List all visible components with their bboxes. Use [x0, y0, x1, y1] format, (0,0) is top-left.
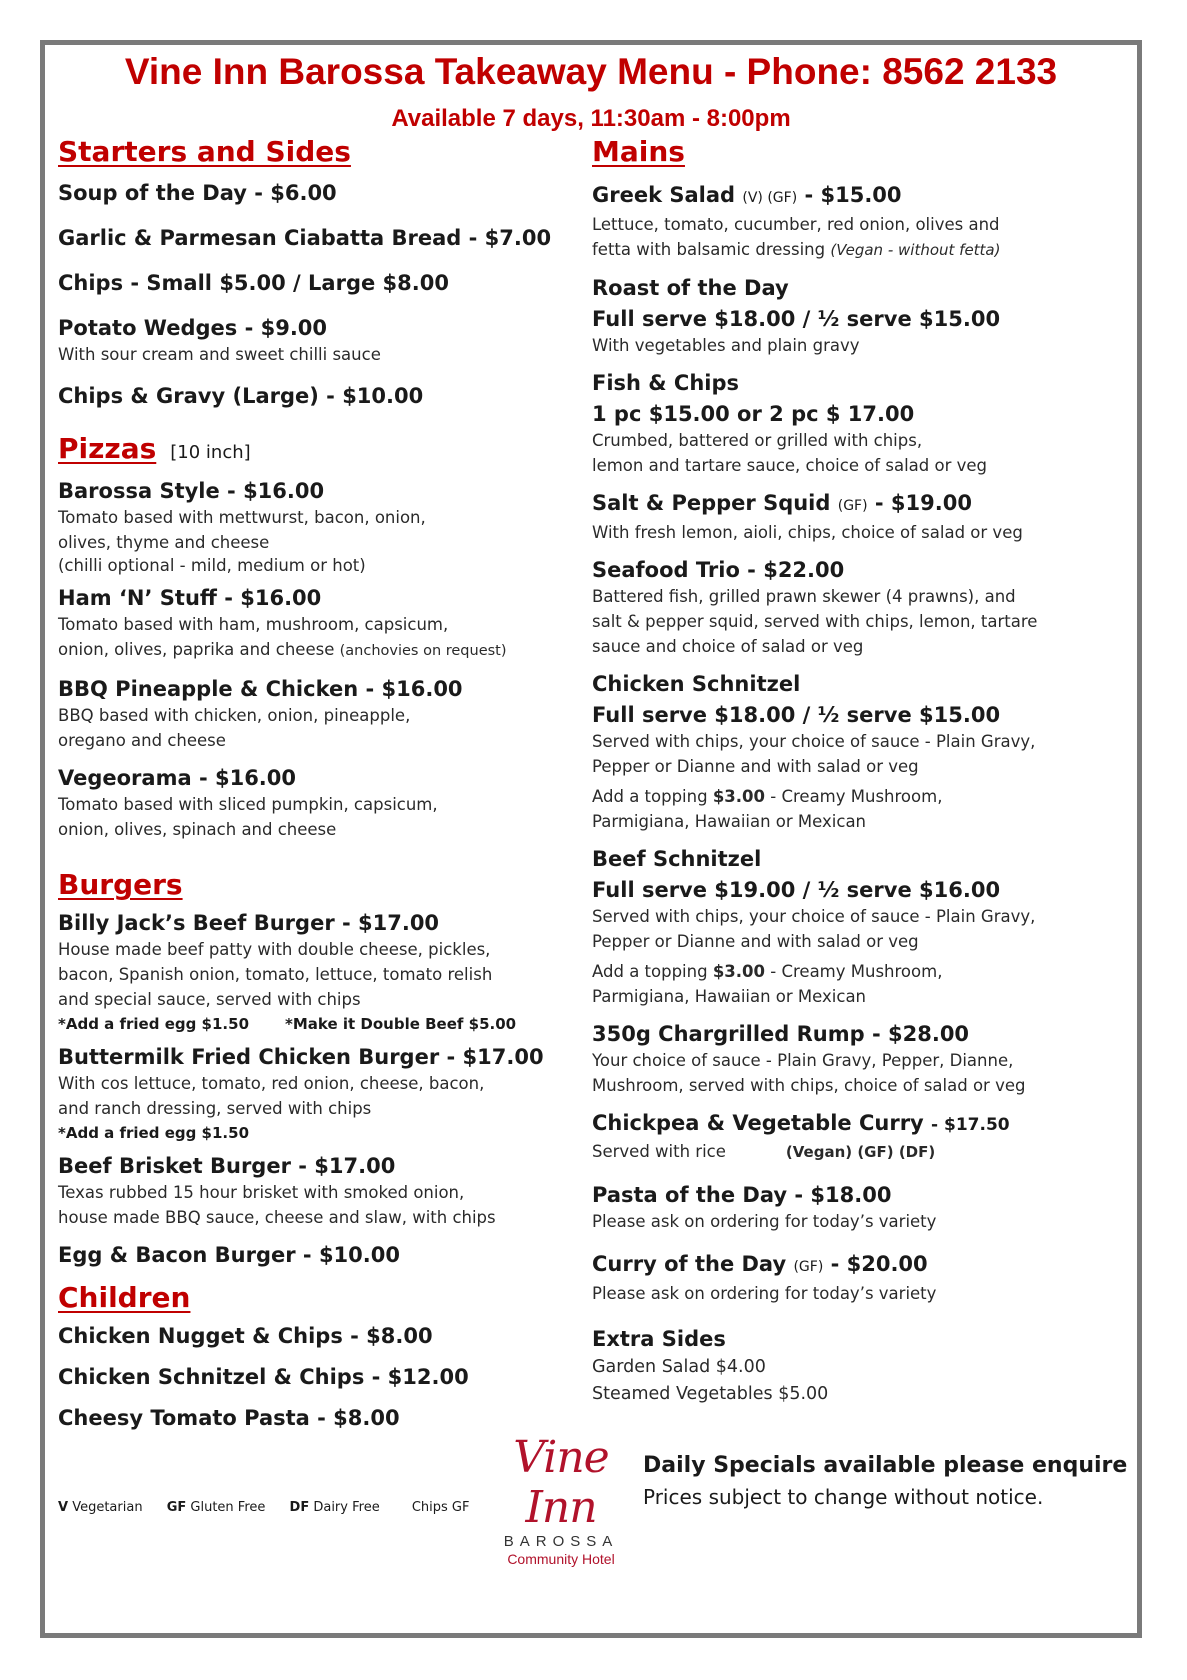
menu-item-desc: Crumbed, battered or grilled with chips, — [592, 431, 923, 450]
menu-item: Soup of the Day - $6.00 — [58, 181, 337, 205]
menu-item-desc: Mushroom, served with chips, choice of salad or veg — [592, 1076, 1026, 1095]
menu-item: Chips - Small $5.00 / Large $8.00 — [58, 271, 449, 295]
topping-options: - Creamy Mushroom, — [770, 787, 943, 806]
menu-item-price: 1 pc $15.00 or 2 pc $ 17.00 — [592, 402, 915, 426]
menu-item: Cheesy Tomato Pasta - $8.00 — [58, 1406, 400, 1430]
item-name: Chickpea & Vegetable Curry — [592, 1111, 924, 1135]
diet-tags: (Vegan) (GF) (DF) — [785, 1143, 936, 1161]
desc-note: (anchovies on request) — [339, 643, 507, 659]
menu-item: Seafood Trio - $22.00 — [592, 558, 845, 582]
menu-item-desc: Parmigiana, Hawaiian or Mexican — [592, 812, 867, 831]
menu-item-desc: Pepper or Dianne and with salad or veg — [592, 757, 919, 776]
menu-item-desc: Tomato based with ham, mushroom, capsicum, — [58, 615, 449, 634]
desc-text: fetta with balsamic dressing — [592, 240, 826, 259]
diet-tag: (GF) — [837, 498, 868, 514]
menu-item-desc: salt & pepper squid, served with chips, lemon, tartare — [592, 612, 1038, 631]
menu-item-desc: Tomato based with sliced pumpkin, capsicum, — [58, 795, 438, 814]
item-price: - $15.00 — [804, 183, 902, 207]
item-price: - $17.50 — [931, 1115, 1010, 1135]
menu-item: Pasta of the Day - $18.00 — [592, 1183, 892, 1207]
diet-tag: (GF) — [793, 1259, 824, 1275]
page-title: Vine Inn Barossa Takeaway Menu - Phone: 8562 2133 — [124, 51, 1058, 92]
menu-item: Barossa Style - $16.00 — [58, 479, 325, 503]
dietary-legend — [58, 1500, 479, 1515]
menu-item-desc: BBQ based with chicken, onion, pineapple, — [58, 706, 411, 725]
menu-item: Billy Jack’s Beef Burger - $17.00 — [58, 911, 440, 935]
menu-item — [592, 1110, 1092, 1139]
menu-item: Ham ‘N’ Stuff - $16.00 — [58, 586, 322, 610]
item-name: Curry of the Day — [592, 1252, 787, 1276]
topping-price: $3.00 — [712, 962, 766, 981]
menu-item-desc: Garden Salad $4.00 — [592, 1357, 766, 1377]
menu-item-desc: Tomato based with mettwurst, bacon, onion, — [58, 508, 426, 527]
legend-code: DF — [289, 1500, 310, 1515]
right-column — [592, 133, 1092, 1407]
menu-item: Garlic & Parmesan Ciabatta Bread - $7.00 — [58, 226, 552, 250]
pizza-size-note: [10 inch] — [170, 442, 251, 463]
vine-inn-logo — [481, 1433, 641, 1567]
menu-item-desc: With sour cream and sweet chilli sauce — [58, 345, 381, 364]
legend-code: V — [58, 1500, 69, 1515]
section-heading-children: Children — [58, 1281, 191, 1314]
legend-text: Vegetarian — [72, 1500, 143, 1515]
menu-item: Beef Schnitzel — [592, 847, 762, 871]
menu-item-desc: sauce and choice of salad or veg — [592, 637, 864, 656]
menu-item-desc: Battered fish, grilled prawn skewer (4 prawns), and — [592, 587, 1016, 606]
menu-item-desc: bacon, Spanish onion, tomato, lettuce, tomato relish — [58, 965, 493, 984]
menu-item-extras — [58, 1121, 578, 1145]
menu-item-desc: With vegetables and plain gravy — [592, 336, 860, 355]
menu-item-desc — [592, 237, 1092, 263]
extra-option: *Add a fried egg $1.50 — [58, 1015, 250, 1033]
menu-item: 350g Chargrilled Rump - $28.00 — [592, 1022, 970, 1046]
menu-item-desc: oregano and cheese — [58, 731, 226, 750]
menu-item-desc: house made BBQ sauce, cheese and slaw, with chips — [58, 1208, 496, 1227]
menu-frame — [40, 40, 1142, 1638]
menu-item: Egg & Bacon Burger - $10.00 — [58, 1243, 400, 1267]
logo-tagline: Community Hotel — [507, 1551, 615, 1567]
menu-item: Roast of the Day — [592, 276, 789, 300]
topping-label: Add a topping — [592, 962, 708, 981]
menu-item-desc: Served with chips, your choice of sauce - Plain Gravy, — [592, 907, 1036, 926]
legend-text: Dairy Free — [313, 1500, 380, 1515]
menu-item-desc: Texas rubbed 15 hour brisket with smoked onion, — [58, 1183, 465, 1202]
footer-notes — [643, 1450, 1128, 1512]
section-heading-pizzas — [58, 430, 578, 472]
desc-note: (Vegan - without fetta) — [830, 241, 1001, 259]
menu-item-desc: Parmigiana, Hawaiian or Mexican — [592, 987, 867, 1006]
menu-item-desc: (chilli optional - mild, medium or hot) — [58, 556, 366, 575]
menu-item-desc: Pepper or Dianne and with salad or veg — [592, 932, 919, 951]
legend-text: Gluten Free — [190, 1500, 266, 1515]
menu-item: Chicken Schnitzel — [592, 672, 801, 696]
menu-item-desc: Lettuce, tomato, cucumber, red onion, olives and — [592, 215, 1000, 234]
pizzas-heading-text: Pizzas — [58, 432, 157, 465]
menu-item — [592, 490, 1092, 520]
menu-item-price: Full serve $19.00 / ½ serve $16.00 — [592, 878, 1001, 902]
desc-text: onion, olives, paprika and cheese — [58, 640, 335, 659]
legend-code: GF — [166, 1500, 187, 1515]
section-heading-mains: Mains — [592, 135, 685, 168]
menu-item: Chicken Nugget & Chips - $8.00 — [58, 1324, 433, 1348]
price-notice: Prices subject to change without notice. — [643, 1485, 1044, 1509]
menu-item: Fish & Chips — [592, 371, 740, 395]
menu-item — [592, 182, 1092, 212]
menu-item-desc: and ranch dressing, served with chips — [58, 1099, 372, 1118]
menu-item-desc: With fresh lemon, aioli, chips, choice of salad or veg — [592, 523, 1023, 542]
menu-item-desc — [58, 637, 578, 664]
item-name: Greek Salad — [592, 183, 736, 207]
menu-item-desc: With cos lettuce, tomato, red onion, cheese, bacon, — [58, 1074, 485, 1093]
section-heading-burgers: Burgers — [58, 868, 183, 901]
menu-item-desc: Please ask on ordering for today’s variety — [592, 1284, 937, 1303]
section-heading-starters: Starters and Sides — [58, 135, 351, 168]
item-price: - $20.00 — [830, 1252, 928, 1276]
menu-item: Vegeorama - $16.00 — [58, 766, 297, 790]
menu-item: Potato Wedges - $9.00 — [58, 316, 328, 340]
extra-option: *Add a fried egg $1.50 — [58, 1124, 250, 1142]
page-subtitle: Available 7 days, 11:30am - 8:00pm — [391, 105, 791, 132]
left-column — [58, 133, 578, 1432]
menu-item — [592, 1251, 1092, 1281]
menu-item-desc: Served with chips, your choice of sauce - Plain Gravy, — [592, 732, 1036, 751]
logo-wordmark: Vine Inn — [513, 1432, 609, 1533]
topping-options: - Creamy Mushroom, — [770, 962, 943, 981]
menu-item: Chicken Schnitzel & Chips - $12.00 — [58, 1365, 469, 1389]
extra-option: *Make it Double Beef $5.00 — [285, 1015, 517, 1033]
topping-label: Add a topping — [592, 787, 708, 806]
menu-item: Extra Sides — [592, 1327, 726, 1351]
specials-note: Daily Specials available please enquire — [643, 1453, 1128, 1478]
menu-item: BBQ Pineapple & Chicken - $16.00 — [58, 677, 463, 701]
menu-item-extras — [58, 1012, 578, 1036]
menu-item-desc: Please ask on ordering for today’s variety — [592, 1212, 937, 1231]
menu-item-topping — [592, 959, 1092, 984]
menu-item-price: Full serve $18.00 / ½ serve $15.00 — [592, 307, 1001, 331]
menu-item-desc: House made beef patty with double cheese, pickles, — [58, 940, 491, 959]
diet-tag: (V) (GF) — [742, 190, 798, 206]
item-price: - $19.00 — [874, 491, 972, 515]
menu-item: Buttermilk Fried Chicken Burger - $17.00 — [58, 1045, 544, 1069]
item-name: Salt & Pepper Squid — [592, 491, 831, 515]
menu-item-price: Full serve $18.00 / ½ serve $15.00 — [592, 703, 1001, 727]
menu-item: Chips & Gravy (Large) - $10.00 — [58, 384, 424, 408]
menu-item: Beef Brisket Burger - $17.00 — [58, 1154, 396, 1178]
menu-item-desc: olives, thyme and cheese — [58, 533, 270, 552]
menu-item-desc — [592, 1139, 1092, 1165]
logo-location: BAROSSA — [503, 1533, 619, 1550]
menu-item-desc: Steamed Vegetables $5.00 — [592, 1384, 829, 1404]
menu-item-desc: Your choice of sauce - Plain Gravy, Pepper, Dianne, — [592, 1051, 1014, 1070]
menu-item-desc: onion, olives, spinach and cheese — [58, 820, 337, 839]
menu-item-desc: and special sauce, served with chips — [58, 990, 361, 1009]
desc-text: Served with rice — [592, 1142, 726, 1161]
menu-item-topping — [592, 784, 1092, 809]
topping-price: $3.00 — [712, 787, 766, 806]
legend-text: Chips GF — [411, 1500, 470, 1515]
menu-item-desc: lemon and tartare sauce, choice of salad or veg — [592, 456, 987, 475]
